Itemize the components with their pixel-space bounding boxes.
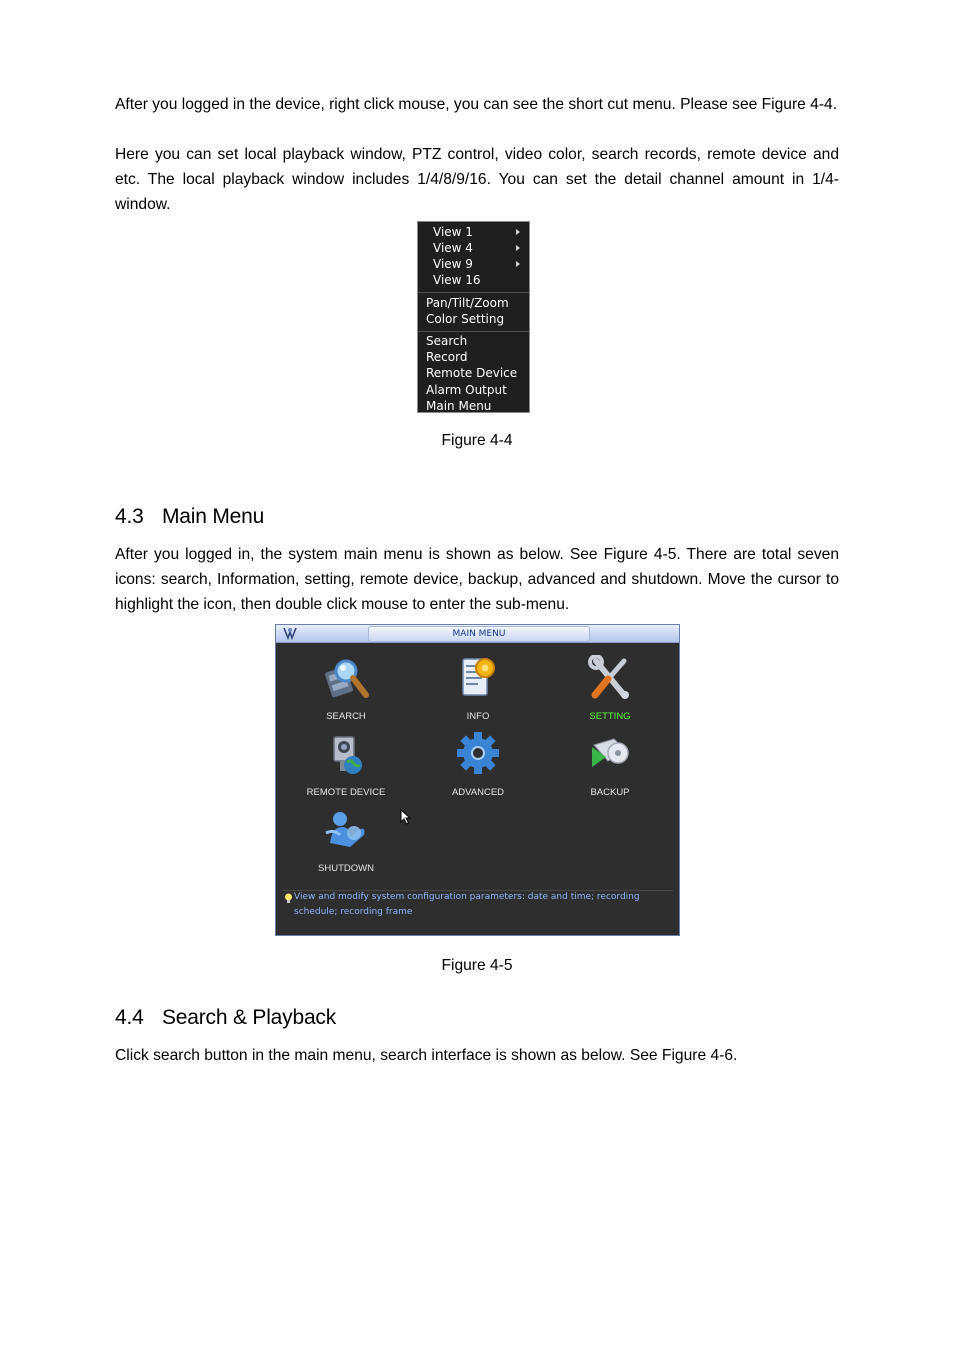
main-menu-label: BACKUP: [590, 787, 630, 798]
brand-logo-icon: [282, 626, 298, 640]
submenu-arrow-icon: [516, 245, 520, 251]
backup-icon: [584, 731, 636, 779]
main-menu-label: ADVANCED: [451, 787, 505, 798]
main-menu-setting[interactable]: [545, 655, 675, 725]
mouse-cursor-icon: [400, 809, 411, 825]
main-menu-remote-device[interactable]: [281, 731, 411, 801]
main-menu-search[interactable]: [281, 655, 411, 725]
shortcut-context-menu: [417, 221, 530, 413]
main-menu-window: [275, 624, 680, 936]
menu-item-remote-device[interactable]: Remote Device: [426, 366, 518, 380]
menu-item-alarm-output[interactable]: Alarm Output: [426, 383, 507, 397]
section-number: 4.4: [115, 1006, 144, 1029]
remote-device-icon: [320, 731, 372, 779]
section-4-3-body: After you logged in, the system main menu is shown as below. See Figure 4-5. There are total seven icons: search, Information, setting, remote device, backup, advanced and shutdown. Move the cursor to highlight the icon, then double click mouse to enter the sub-menu.: [115, 546, 839, 613]
menu-item-search[interactable]: Search: [426, 334, 468, 348]
submenu-arrow-icon: [516, 229, 520, 235]
section-number: 4.3: [115, 505, 144, 528]
main-menu-info[interactable]: [413, 655, 543, 725]
menu-item-view-16[interactable]: View 16: [433, 273, 481, 287]
advanced-gear-icon: [452, 731, 504, 779]
setting-icon: [584, 655, 636, 703]
menu-separator: [418, 292, 529, 293]
section-title: Main Menu: [162, 505, 265, 528]
main-menu-shutdown[interactable]: [281, 807, 411, 877]
main-menu-advanced[interactable]: [413, 731, 543, 801]
section-4-4-body: Click search button in the main menu, search interface is shown as below. See Figure 4-6.: [115, 1047, 738, 1064]
menu-item-view-1[interactable]: View 1: [418, 224, 529, 240]
menu-item-view-9[interactable]: View 9: [418, 256, 529, 272]
hint-text: View and modify system configuration parameters: date and time; recording schedule; recording frame: [294, 892, 640, 917]
menu-separator: [418, 331, 529, 332]
section-heading-4-4: [115, 1006, 336, 1030]
main-menu-backup[interactable]: [545, 731, 675, 801]
section-title: Search & Playback: [162, 1006, 337, 1029]
intro-paragraph-1: After you logged in the device, right click mouse, you can see the short cut menu. Please see Figure 4-4.: [115, 96, 838, 113]
intro-paragraph-2: Here you can set local playback window, PTZ control, video color, search records, remote device and etc. The local playback window includes 1/4/8/9/16. You can set the detail channel amount in 1/4-window.: [115, 146, 839, 213]
menu-item-record[interactable]: Record: [426, 350, 468, 364]
shutdown-icon: [320, 807, 372, 855]
lightbulb-icon: [284, 893, 293, 904]
submenu-arrow-icon: [516, 261, 520, 267]
figure-caption-4-5: Figure 4-5: [441, 957, 513, 974]
menu-item-pan-tilt-zoom[interactable]: Pan/Tilt/Zoom: [426, 296, 509, 310]
main-menu-label: SETTING: [589, 711, 631, 722]
main-menu-label: INFO: [466, 711, 490, 722]
main-menu-titlebar: [276, 625, 679, 643]
menu-item-view-4[interactable]: View 4: [418, 240, 529, 256]
menu-item-main-menu[interactable]: Main Menu: [426, 399, 492, 413]
search-icon: [320, 655, 372, 703]
info-icon: [452, 655, 504, 703]
main-menu-label: SEARCH: [326, 711, 366, 722]
menu-item-color-setting[interactable]: Color Setting: [426, 312, 505, 326]
main-menu-title: MAIN MENU: [368, 626, 590, 642]
figure-caption-4-4: Figure 4-4: [441, 432, 513, 449]
main-menu-label: SHUTDOWN: [318, 863, 374, 874]
section-heading-4-3: [115, 505, 264, 529]
main-menu-label: REMOTE DEVICE: [306, 787, 386, 798]
